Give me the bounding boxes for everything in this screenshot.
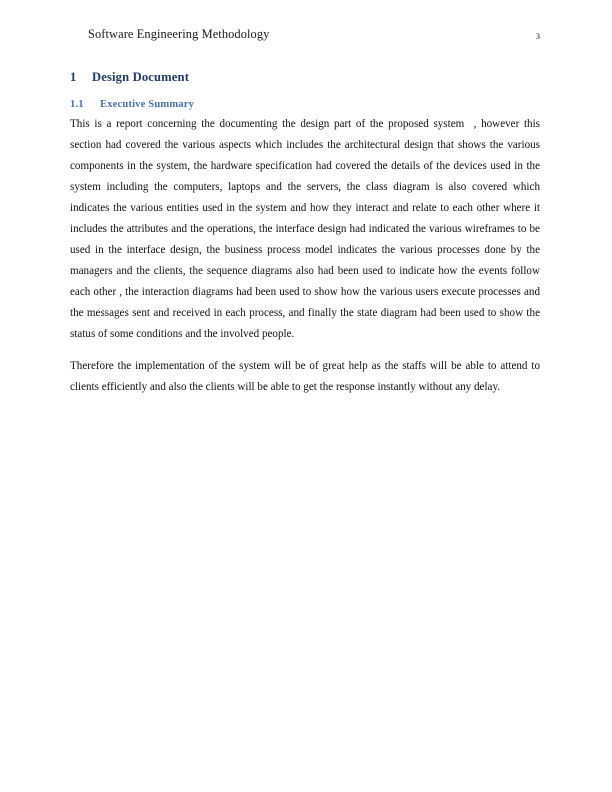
running-header [72, 26, 540, 44]
section-heading [70, 68, 540, 86]
subsection-number: 1.1 [70, 99, 84, 110]
subsection-heading [70, 97, 540, 112]
body-paragraph: This is a report concerning the documenting the design part of the proposed system , however this section had covered the various aspects which includes the architectural design that shows the various components in the system, the hardware specification had covered the details of the devices used in the system including the computers, laptops and the servers, the class diagram is also covered which indicates the various entities used in the system and how they interact and relate to each other where it includes the attributes and the operations, the interface design had indicated the various wireframes to be used in the interface design, the business process model indicates the various processes done by the managers and the clients, the sequence diagrams also had been used to indicate how the events follow each other , the interaction diagrams had been used to show how the various users execute processes and the messages sent and received in each process, and finally the state diagram had been used to show the status of some conditions and the involved people. [70, 118, 543, 341]
subsection-title: Executive Summary [100, 99, 195, 110]
section-number: 1 [70, 70, 77, 84]
page-content [70, 68, 543, 398]
body-paragraph: Therefore the implementation of the system will be of great help as the staffs will be able to attend to clients efficiently and also the clients will be able to get the response instantly without any delay. [70, 359, 543, 393]
page-number: 3 [535, 31, 540, 41]
section-title: Design Document [92, 70, 190, 84]
header-document-title: Software Engineering Methodology [88, 27, 270, 41]
